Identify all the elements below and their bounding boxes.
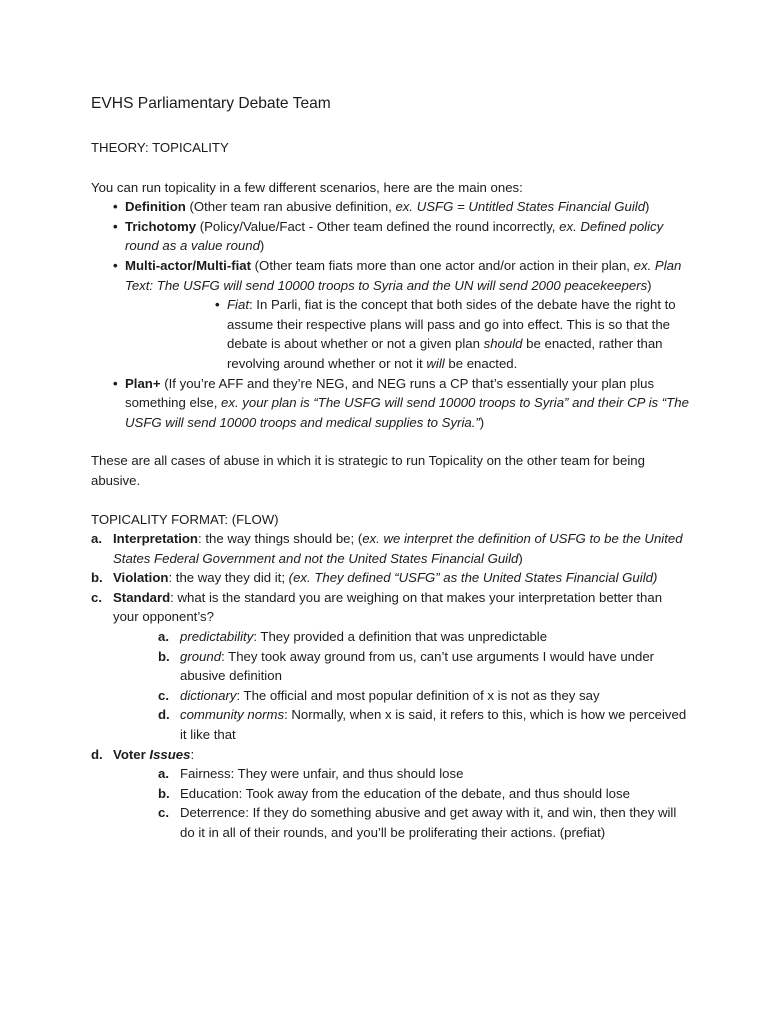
standard-predictability: a. predictability: They provided a definition that was unpredictable bbox=[158, 629, 548, 645]
fiat-explanation: • Fiat: In Parli, fiat is the concept that both sides of the debate have the right to assume their respective plans will pass and go into effect. This is so that the debate is about whether or not a given plan should be enacted, rather than revolving around whether or not it will be enacted. bbox=[125, 295, 691, 373]
format-list bbox=[91, 529, 691, 843]
voter-education: b. Education: Took away from the education of the debate, and thus should lose bbox=[158, 785, 630, 801]
scenario-definition: • Definition (Other team ran abusive definition, ex. USFG = Untitled States Financial Guild) bbox=[91, 197, 691, 217]
standard-ground: b. ground: They took away ground from us, can’t use arguments I would have under abusive definition bbox=[158, 648, 655, 684]
document-page bbox=[91, 94, 691, 843]
fiat-sublist bbox=[125, 295, 691, 373]
standard-sublist bbox=[113, 627, 691, 745]
voter-deterrence: c. Deterrence: If they do something abusive and get away with it, and win, then they will do it in all of their rounds, and you’ll be proliferating their actions. (prefiat) bbox=[158, 805, 677, 840]
voter-fairness: a. Fairness: They were unfair, and thus should lose bbox=[158, 766, 464, 782]
format-standard: c. Standard: what is the standard you are weighing on that makes your interpretation better than your opponent’s? a. predictability: They provided a definition that was unpredictable b. ground: They took away ground from us, can’t use arguments I would have under abusive definition c. dictionary: The official and most popular definition of x is not as they say d. community norms: Normally, when x is said, it refers to this, which is how we perceived it like that bbox=[91, 588, 691, 745]
format-heading: TOPICALITY FORMAT: (FLOW) bbox=[91, 511, 279, 527]
intro-text: You can run topicality in a few different scenarios, here are the main ones: bbox=[91, 179, 523, 195]
voter-sublist bbox=[113, 764, 691, 842]
scenario-planplus: • Plan+ (If you’re AFF and they’re NEG, and NEG runs a CP that’s essentially your plan plus something else, ex. your plan is “The USFG will send 10000 troops to Syria” and their CP is “The USFG will send 10000 troops and medical supplies to Syria.”) bbox=[91, 374, 691, 433]
standard-community-norms: d. community norms: Normally, when x is said, it refers to this, which is how we perceived it like that bbox=[158, 707, 687, 743]
format-violation: b. Violation: the way they did it; (ex. They defined “USFG” as the United States Financial Guild) bbox=[91, 570, 658, 586]
abuse-paragraph: These are all cases of abuse in which it is strategic to run Topicality on the other team for being abusive. bbox=[91, 453, 645, 488]
format-voter-issues: d. Voter Issues: a. Fairness: They were unfair, and thus should lose b. Education: Took away from the education of the debate, and thus should lose c. Deterrence: If they do something abusive and get away with it, and win, then they will do it in all of their rounds, and you’ll be proliferating their actions. (prefiat) bbox=[91, 745, 691, 843]
format-interpretation: a. Interpretation: the way things should be; (ex. we interpret the definition of USFG to be the United States Federal Government and not the United States Financial Guild) bbox=[91, 531, 683, 566]
theory-heading: THEORY: TOPICALITY bbox=[91, 140, 229, 155]
document-title: EVHS Parliamentary Debate Team bbox=[91, 95, 331, 112]
scenario-list bbox=[91, 197, 691, 432]
scenario-multiactor: • Multi-actor/Multi-fiat (Other team fiats more than one actor and/or action in their plan, ex. Plan Text: The USFG will send 10000 troops to Syria and the UN will send 2000 peacekeepers) • Fiat: In Parli, fiat is the concept that both sides of the debate have the right to assume their respective plans will pass and go into effect. This is so that the debate is about whether or not a given plan should be enacted, rather than revolving around whether or not it will be enacted. bbox=[91, 256, 691, 374]
scenario-trichotomy: • Trichotomy (Policy/Value/Fact - Other team defined the round incorrectly, ex. Defined policy round as a value round) bbox=[91, 217, 691, 256]
standard-dictionary: c. dictionary: The official and most popular definition of x is not as they say bbox=[158, 687, 600, 703]
